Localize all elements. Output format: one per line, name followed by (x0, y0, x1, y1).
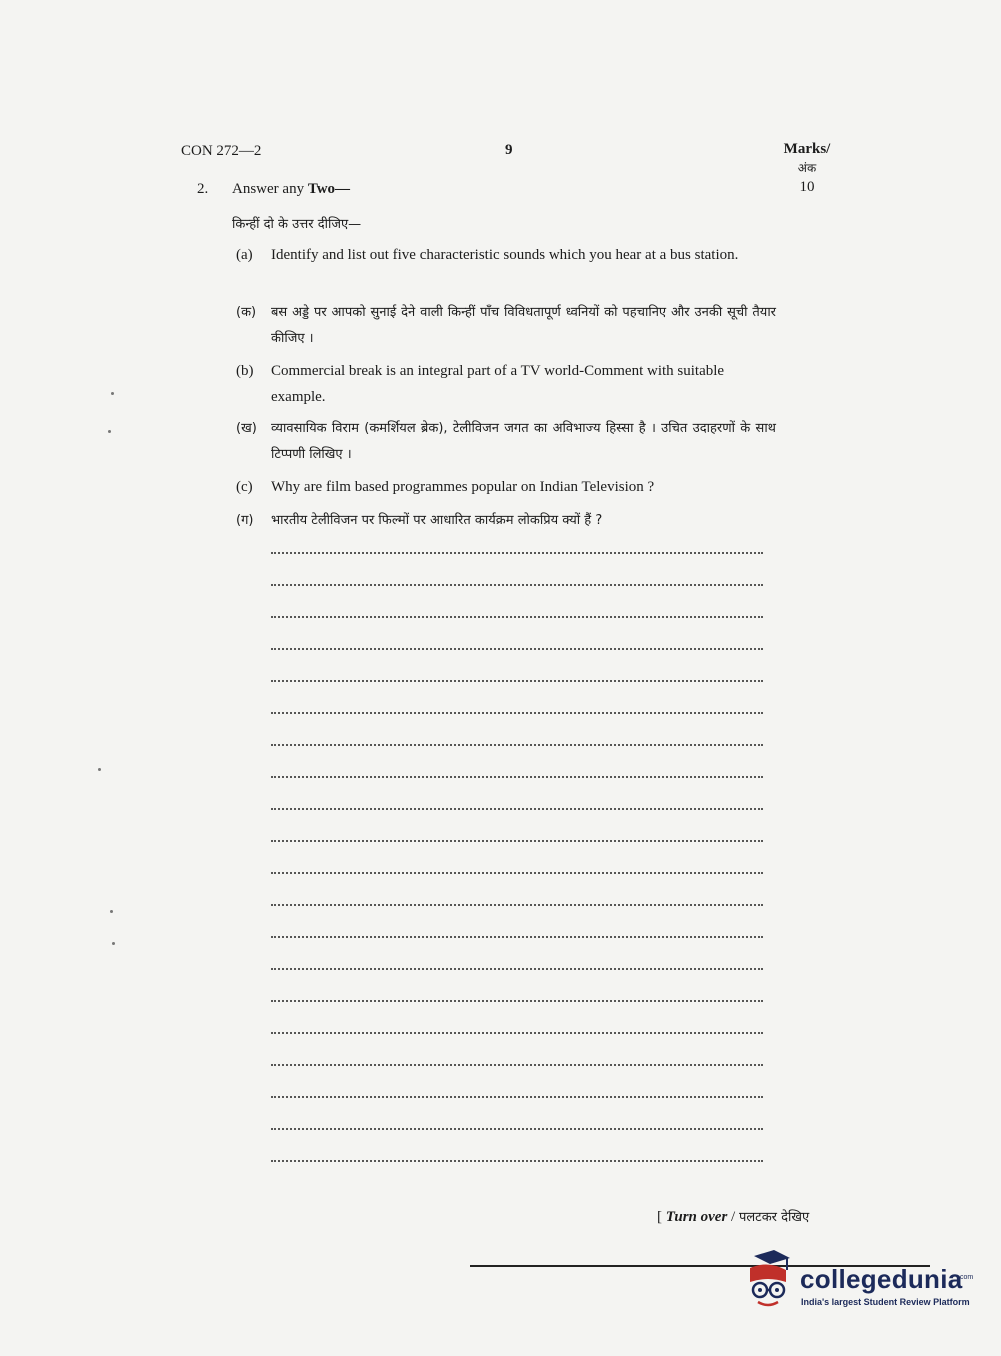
watermark-tagline: India's largest Student Review Platform (801, 1297, 970, 1307)
question-instruction-hindi: किन्हीं दो के उत्तर दीजिए— (232, 217, 362, 232)
answer-line[interactable] (271, 1064, 763, 1066)
item-label: (c) (236, 479, 253, 495)
answer-line[interactable] (271, 584, 763, 586)
item-text: व्यावसायिक विराम (कमर्शियल ब्रेक), टेलीविजन जगत का अविभाज्य हिस्सा है । उचित उदाहरणों के साथ टिप्पणी लिखिए । (271, 421, 776, 462)
marks-column-header (772, 140, 842, 197)
turn-over-hindi: पलटकर देखिए (738, 1210, 810, 1225)
item-label: (क) (236, 305, 257, 320)
paper-code: CON 272—2 (181, 143, 262, 159)
answer-line[interactable] (271, 1096, 763, 1098)
item-b (236, 358, 776, 410)
answer-line[interactable] (271, 840, 763, 842)
item-text: Identify and list out five characteristic sounds which you hear at a bus station. (271, 247, 739, 263)
answer-line[interactable] (271, 1000, 763, 1002)
answer-line[interactable] (271, 1128, 763, 1130)
scan-speck (110, 910, 113, 913)
answer-line[interactable] (271, 616, 763, 618)
turn-over-text: Turn over (665, 1209, 728, 1225)
answer-line[interactable] (271, 776, 763, 778)
item-ka (236, 300, 776, 352)
answer-line[interactable] (271, 904, 763, 906)
marks-label-hindi: अंक (797, 161, 817, 175)
answer-line[interactable] (271, 712, 763, 714)
watermark-brand: collegedunia (800, 1264, 963, 1294)
item-text: Why are film based programmes popular on Indian Television ? (271, 479, 655, 495)
scan-speck (111, 392, 114, 395)
answer-line[interactable] (271, 1160, 763, 1162)
item-text: बस अड्डे पर आपको सुनाई देने वाली किन्हीं पाँच विविधतापूर्ण ध्वनियों को पहचानिए और उनकी सूची तैयार कीजिए । (271, 305, 776, 346)
collegedunia-logo-icon (740, 1250, 796, 1312)
item-ga (236, 508, 776, 534)
answer-lines[interactable] (271, 552, 763, 1192)
answer-line[interactable] (271, 968, 763, 970)
answer-line[interactable] (271, 936, 763, 938)
item-c (236, 474, 776, 500)
answer-line[interactable] (271, 1032, 763, 1034)
instruction-emphasis: Two— (307, 181, 351, 197)
item-a (236, 242, 776, 268)
watermark-suffix: .com (958, 1274, 974, 1281)
item-text: Commercial break is an integral part of a TV world-Comment with suitable example. (271, 363, 725, 405)
scan-speck (98, 768, 101, 771)
item-kha (236, 416, 776, 468)
marks-value: 10 (799, 179, 815, 195)
page-number: 9 (505, 142, 513, 158)
turn-over-note: [ Turn over / पलटकर देखिए (657, 1209, 810, 1225)
answer-line[interactable] (271, 808, 763, 810)
scan-speck (108, 430, 111, 433)
answer-line[interactable] (271, 648, 763, 650)
answer-line[interactable] (271, 872, 763, 874)
question-instruction (232, 181, 350, 198)
item-label: (b) (236, 363, 254, 379)
scan-speck (112, 942, 115, 945)
item-label: (a) (236, 247, 253, 263)
item-text: भारतीय टेलीविजन पर फिल्मों पर आधारित कार्यक्रम लोकप्रिय क्यों हैं ? (271, 513, 603, 528)
instruction-prefix: Answer any (232, 181, 308, 197)
marks-label: Marks/ (783, 141, 831, 157)
question-number: 2. (197, 181, 209, 197)
answer-line[interactable] (271, 680, 763, 682)
item-label: (ख) (236, 421, 257, 436)
answer-line[interactable] (271, 744, 763, 746)
item-label: (ग) (236, 513, 254, 528)
answer-line[interactable] (271, 552, 763, 554)
